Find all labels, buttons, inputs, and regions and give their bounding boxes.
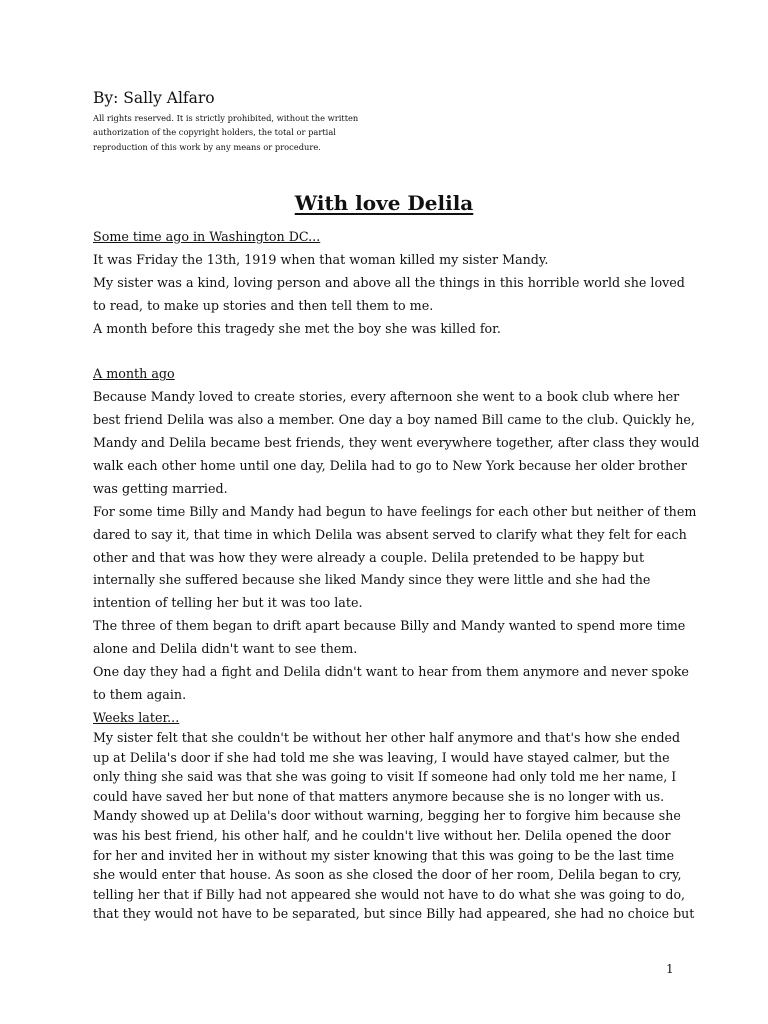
- author-line: By: Sally Alfaro: [93, 89, 215, 107]
- paragraph-spacer: [93, 340, 683, 363]
- paragraph-line: intention of telling her but it was too late.: [93, 595, 363, 611]
- paragraph-line: alone and Delila didn't want to see them.: [93, 641, 358, 657]
- section-heading: Some time ago in Washington DC...: [93, 229, 321, 244]
- paragraph-line: For some time Billy and Mandy had begun to have feelings for each other but neither of them: [93, 503, 697, 519]
- paragraph-line: internally she suffered because she liked Mandy since they were little and she had the: [93, 572, 651, 588]
- paragraph-line: The three of them began to drift apart because Billy and Mandy wanted to spend more time: [93, 618, 686, 634]
- paragraph-line: Mandy showed up at Delila's door without warning, begging her to forgive him because she: [93, 808, 681, 824]
- paragraph-line: to read, to make up stories and then tell them to me.: [93, 297, 434, 313]
- paragraph-line: she would enter that house. As soon as she closed the door of her room, Delila began to cry,: [93, 867, 682, 883]
- copyright-notice: [93, 111, 393, 154]
- story-body-continued: [93, 728, 695, 924]
- paragraph-line: only thing she said was that she was going to visit If someone had only told me her name, I: [93, 769, 677, 785]
- story-body: [93, 226, 700, 730]
- paragraph-line: that they would not have to be separated, but since Billy had appeared, she had no choice but: [93, 906, 695, 922]
- paragraph-line: Mandy and Delila became best friends, they went everywhere together, after class they would: [93, 435, 700, 451]
- paragraph-line: dared to say it, that time in which Delila was absent served to clarify what they felt for each: [93, 526, 687, 542]
- paragraph-line: Because Mandy loved to create stories, every afternoon she went to a book club where her: [93, 389, 680, 405]
- paragraph-line: A month before this tragedy she met the boy she was killed for.: [93, 320, 501, 336]
- paragraph-line: best friend Delila was also a member. One day a boy named Bill came to the club. Quickly he,: [93, 412, 695, 428]
- paragraph-line: It was Friday the 13th, 1919 when that woman killed my sister Mandy.: [93, 251, 549, 267]
- copyright-line: All rights reserved. It is strictly prohibited, without the written: [93, 113, 359, 123]
- paragraph-line: up at Delila's door if she had told me she was leaving, I would have stayed calmer, but the: [93, 749, 670, 765]
- paragraph-line: other and that was how they were already a couple. Delila pretended to be happy but: [93, 549, 645, 565]
- copyright-line: authorization of the copyright holders, the total or partial: [93, 127, 336, 138]
- section-heading: Weeks later...: [93, 709, 180, 725]
- paragraph-line: could have saved her but none of that matters anymore because she is no longer with us.: [93, 788, 665, 804]
- document-title: With love Delila: [294, 191, 474, 215]
- paragraph-line: My sister felt that she couldn't be without her other half anymore and that's how she ended: [93, 730, 681, 745]
- paragraph-line: My sister was a kind, loving person and above all the things in this horrible world she loved: [93, 274, 685, 290]
- paragraph-line: to them again.: [93, 686, 187, 702]
- page-number: 1: [666, 962, 674, 976]
- paragraph-line: telling her that if Billy had not appeared she would not have to do what she was going to do,: [93, 886, 686, 902]
- paragraph-line: was his best friend, his other half, and he couldn't live without her. Delila opened the door: [93, 827, 671, 843]
- paragraph-line: One day they had a fight and Delila didn't want to hear from them anymore and never spoke: [93, 664, 689, 680]
- paragraph-line: walk each other home until one day, Delila had to go to New York because her older brother: [93, 458, 687, 474]
- paragraph-line: for her and invited her in without my sister knowing that this was going to be the last time: [93, 847, 675, 863]
- section-heading: A month ago: [93, 366, 175, 382]
- copyright-line: reproduction of this work by any means or procedure.: [93, 141, 321, 152]
- paragraph-line: was getting married.: [93, 480, 228, 496]
